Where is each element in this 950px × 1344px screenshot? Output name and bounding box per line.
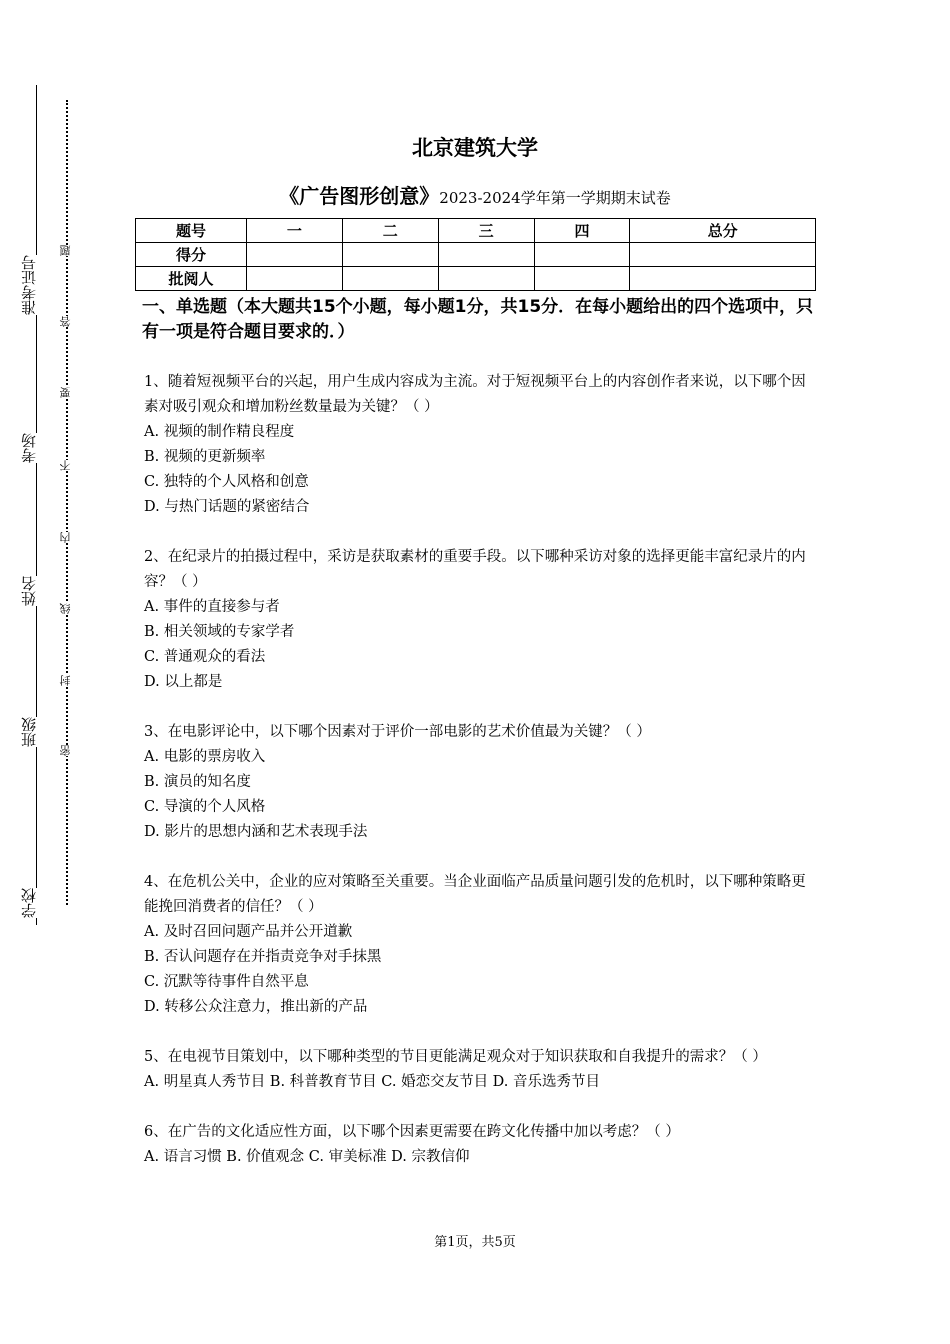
exam-subtitle: [0, 180, 950, 209]
option-a: A. 及时召回问题产品并公开道歉: [144, 924, 353, 940]
binding-label-exam-id: 准考证号: [21, 255, 43, 315]
seal-char: 要: [59, 387, 72, 398]
seal-char: 内: [59, 532, 72, 543]
grader-cell: [342, 267, 438, 291]
question-stem: 5、在电视节目策划中，以下哪种类型的节目更能满足观众对于知识获取和自我提升的需求？（ ）: [144, 1049, 767, 1065]
binding-label-exam-room: 考场: [21, 433, 43, 463]
binding-solid-line: [36, 85, 37, 925]
table-header-cell: 一: [247, 219, 343, 243]
seal-char: 不: [59, 460, 72, 471]
option-c: C. 独特的个人风格和创意: [144, 474, 309, 490]
option-d: D. 影片的思想内涵和艺术表现手法: [144, 824, 368, 840]
score-table-row: [136, 243, 816, 267]
table-header-cell: 三: [438, 219, 534, 243]
seal-char: 线: [59, 603, 72, 614]
grader-cell: [630, 267, 816, 291]
question-stem: 2、在纪录片的拍摄过程中，采访是获取素材的重要手段。以下哪种采访对象的选择更能丰富纪录片的内容？（ ）: [144, 549, 806, 590]
option-c: C. 沉默等待事件自然平息: [144, 974, 309, 990]
option-d: D. 与热门话题的紧密结合: [144, 499, 310, 515]
table-header-cell: 总分: [630, 219, 816, 243]
score-cell: [247, 243, 343, 267]
question-5: [144, 1045, 820, 1095]
section-title: 一、单选题（本大题共15个小题，每小题1分，共15分．在每小题给出的四个选项中，只有一项是符合题目要求的．）: [142, 297, 814, 342]
question-2: [144, 545, 820, 695]
score-cell: [630, 243, 816, 267]
exam-content: [144, 295, 820, 1170]
seal-char: 密: [59, 745, 72, 756]
option-d: D. 转移公众注意力，推出新的产品: [144, 999, 368, 1015]
seal-char: 封: [59, 675, 72, 686]
options-inline: A. 语言习惯 B. 价值观念 C. 审美标准 D. 宗教信仰: [144, 1149, 470, 1165]
question-3: [144, 720, 820, 845]
table-header-cell: 二: [342, 219, 438, 243]
exam-term: 2023-2024学年第一学期期末试卷: [439, 189, 671, 207]
grader-cell: [534, 267, 630, 291]
option-c: C. 普通观众的看法: [144, 649, 266, 665]
score-table-row: [136, 267, 816, 291]
question-1: [144, 370, 820, 520]
grader-cell: [247, 267, 343, 291]
table-header-cell: 题号: [136, 219, 247, 243]
seal-char: 题: [59, 245, 72, 256]
table-row-label: 批阅人: [136, 267, 247, 291]
score-table-header-row: [136, 219, 816, 243]
course-name: 《广告图形创意》: [279, 184, 440, 208]
option-b: B. 演员的知名度: [144, 774, 251, 790]
option-b: B. 相关领域的专家学者: [144, 624, 295, 640]
binding-label-school: 学校: [21, 888, 43, 918]
seal-char: 答: [59, 316, 72, 327]
question-stem: 4、在危机公关中，企业的应对策略至关重要。当企业面临产品质量问题引发的危机时，以下哪种策略更能挽回消费者的信任？（ ）: [144, 874, 806, 915]
page-footer: 第1页，共5页: [434, 1235, 516, 1250]
binding-label-name: 姓名: [21, 576, 43, 606]
score-cell: [342, 243, 438, 267]
question-stem: 1、随着短视频平台的兴起，用户生成内容成为主流。对于短视频平台上的内容创作者来说，以下哪个因素对吸引观众和增加粉丝数量最为关键？（ ）: [144, 374, 806, 415]
score-cell: [534, 243, 630, 267]
score-table: [135, 218, 816, 291]
binding-dotted-line: [66, 100, 68, 905]
option-b: B. 视频的更新频率: [144, 449, 266, 465]
option-c: C. 导演的个人风格: [144, 799, 266, 815]
question-stem: 6、在广告的文化适应性方面，以下哪个因素更需要在跨文化传播中加以考虑？（ ）: [144, 1124, 680, 1140]
option-b: B. 否认问题存在并指责竞争对手抹黑: [144, 949, 382, 965]
binding-label-class: 班级: [21, 717, 43, 747]
university-title: 北京建筑大学: [412, 136, 538, 160]
option-d: D. 以上都是: [144, 674, 223, 690]
grader-cell: [438, 267, 534, 291]
option-a: A. 视频的制作精良程度: [144, 424, 295, 440]
options-inline: A. 明星真人秀节目 B. 科普教育节目 C. 婚恋交友节目 D. 音乐选秀节目: [144, 1074, 601, 1090]
table-header-cell: 四: [534, 219, 630, 243]
question-stem: 3、在电影评论中，以下哪个因素对于评价一部电影的艺术价值最为关键？（ ）: [144, 724, 651, 740]
question-6: [144, 1120, 820, 1170]
score-cell: [438, 243, 534, 267]
option-a: A. 电影的票房收入: [144, 749, 266, 765]
table-row-label: 得分: [136, 243, 247, 267]
question-4: [144, 870, 820, 1020]
option-a: A. 事件的直接参与者: [144, 599, 280, 615]
